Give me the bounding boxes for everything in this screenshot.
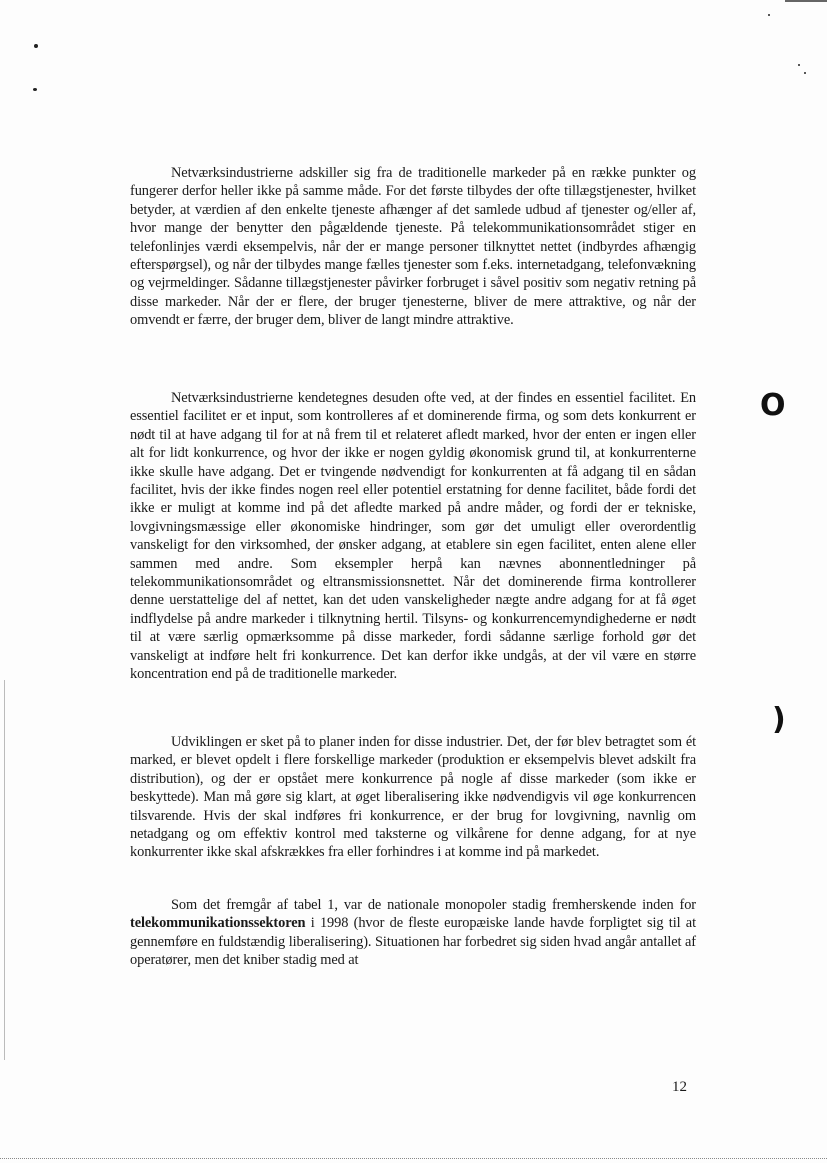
- scan-margin-line: [4, 680, 5, 1060]
- punch-hole-mark-bottom: ): [772, 702, 786, 737]
- punch-hole-mark-top: O: [760, 388, 786, 423]
- page-number: 12: [672, 1079, 687, 1095]
- paragraph-4-text-start: Som det fremgår af tabel 1, var de nationale monopoler stadig fremherskende inden for: [171, 897, 696, 913]
- paragraph-4-text-end: i 1998 (hvor de fleste europæiske lande havde forpligtet sig til at gennemføre en fuldstændig liberalisering). Situationen har forbedret sig siden hvad angår antallet af operatører, men det kniber stadig med at: [130, 915, 696, 969]
- body-paragraph-4: [130, 896, 696, 970]
- scan-speck: [34, 44, 38, 48]
- body-paragraph-3: Udviklingen er sket på to planer inden for disse industrier. Det, der før blev betragtet som ét marked, er blevet opdelt i flere forskellige markeder (produktion er eksempelvis blevet adskilt fra distribution), og der er opstået mere konkurrence på nogle af disse markeder (som ikke er beskyttede). Man må gøre sig klart, at øget liberalisering ikke nødvendigvis vil øge konkurrencen tilsvarende. Hvis der skal indføres fri konkurrence, er der brug for lovgivning, navnlig om netadgang og om effektiv kontrol med taksterne og vilkårene for denne adgang, for at nye konkurrenter ikke skal afskrækkes fra eller forhindres i at komme ind på markedet.: [130, 734, 696, 861]
- scan-speck: [768, 14, 770, 16]
- scan-speck: [804, 72, 806, 74]
- body-paragraph-2: Netværksindustrierne kendetegnes desuden ofte ved, at der findes en essentiel facilitet. En essentiel facilitet er et input, som kontrolleres af et dominerende firma, og som dets konkurrent er nødt til at have adgang til for at nå frem til et relateret afledt marked, hvor der enten er ingen eller alt for lidt konkurrence, og hvor der ikke er nogen gyldig økonomisk grund til, at konkurrenterne ikke skulle have adgang. Det er tvingende nødvendigt for konkurrenten at få adgang til en sådan facilitet, hvis der ikke findes nogen reel eller potentiel erstatning for denne facilitet, både fordi det ikke er muligt at komme ind på det afledte marked på andre måder, og fordi der er tekniske, lovgivningsmæssige eller økonomiske hindringer, som gør det umuligt eller overordentlig vanskeligt for den virksomhed, der ønsker adgang, at etablere sin egen facilitet, enten alene eller sammen med andre. Som eksempler herpå kan nævnes abonnentledninger på telekommunikationsområdet og eltransmissionsnettet. Når det dominerende firma kontrollerer denne uerstattelige del af nettet, kan det uden vanskeligheder nægte andre adgang for at få øget indflydelse på andre markeder i tilknytning hertil. Tilsyns- og konkurrencemyndighederne er nødt til at være særlig opmærksomme på disse markeder, fordi sådanne særlige forhold gør det vanskeligt at indføre helt fri konkurrence. Det kan derfor ikke undgås, at der vil være en større koncentration end på de traditionelle markeder.: [130, 390, 696, 683]
- body-paragraph-1: Netværksindustrierne adskiller sig fra de traditionelle markeder på en række punkter og fungerer derfor heller ikke på samme måde. For det første tilbydes der ofte tillægstjenester, hvilket betyder, at værdien af den enkelte tjeneste afhænger af det samlede udbud af tjenester og/eller af, hvor mange der benytter den pågældende tjeneste. På telekommunikationsområdet stiger en telefonlinjes værdi eksempelvis, når der er mange personer tilknyttet nettet (indbyrdes afhængig efterspørgsel), og når der tilbydes mange fælles tjenester som f.eks. internetadgang, telefonvækning og vejrmeldinger. Sådanne tillægstjenester påvirker forbruget i såvel positiv som negativ retning på disse markeder. Når der er flere, der bruger tjenesterne, bliver de mere attraktive, og når der omvendt er færre, der bruger dem, bliver de langt mindre attraktive.: [130, 165, 696, 329]
- scan-corner-mark: [785, 0, 827, 2]
- scan-speck: [33, 88, 37, 91]
- scan-bottom-edge: [0, 1158, 827, 1159]
- paragraph-4-bold-term: telekommunikationssektoren: [130, 915, 306, 932]
- scan-speck: [798, 64, 800, 66]
